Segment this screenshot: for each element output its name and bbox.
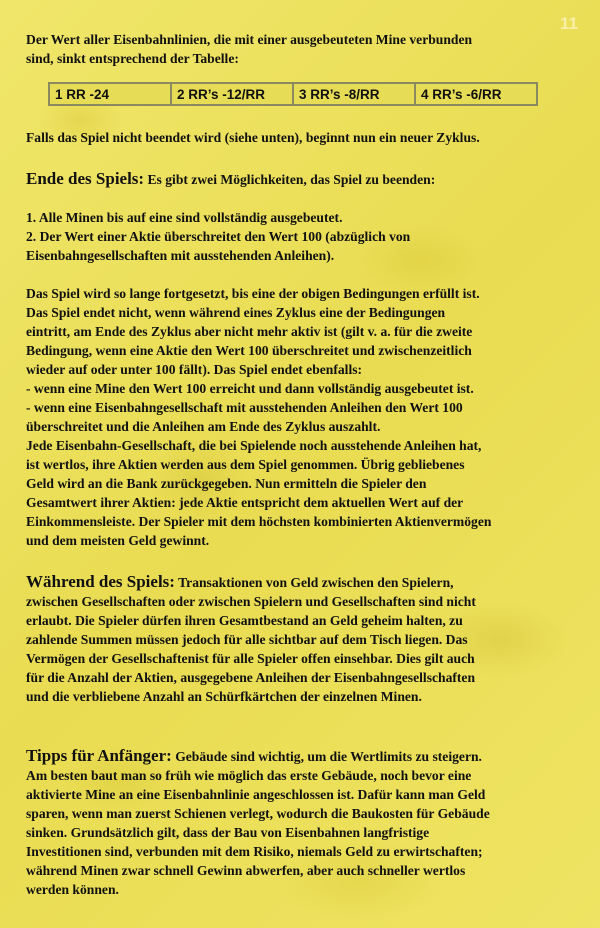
tips-section-heading: Tipps für Anfänger: (26, 746, 172, 765)
end-list-item: Eisenbahngesellschaften mit ausstehenden Anleihen). (26, 248, 335, 263)
end-list-item: 1. Alle Minen bis auf eine sind vollständig ausgebeutet. (26, 210, 343, 225)
end-body-line: und dem meisten Geld gewinnt. (26, 533, 210, 548)
tips-line: aktivierte Mine an eine Eisenbahnlinie angeschlossen ist. Dafür kann man Geld (26, 787, 486, 802)
during-line: zahlende Summen müssen jedoch für alle sichtbar auf dem Tisch liegen. Das (26, 632, 468, 647)
intro-line: sind, sinkt entsprechend der Tabelle: (26, 51, 239, 66)
during-first-line: Transaktionen von Geld zwischen den Spielern, (174, 575, 454, 590)
end-body-line: überschreitet und die Anleihen am Ende des Zyklus auszahlt. (26, 419, 381, 434)
document-body (26, 30, 576, 899)
end-body-line: Einkommensleiste. Der Spieler mit dem höchsten kombinierten Aktienvermögen (26, 514, 492, 529)
during-line: zwischen Gesellschaften oder zwischen Spielern und Gesellschaften sind nicht (26, 594, 476, 609)
end-section-intro: Es gibt zwei Möglichkeiten, das Spiel zu beenden: (144, 172, 436, 187)
end-body-line: Jede Eisenbahn-Gesellschaft, die bei Spielende noch ausstehende Anleihen hat, (26, 438, 482, 453)
end-body-line: - wenn eine Mine den Wert 100 erreicht und dann vollständig ausgebeutet ist. (26, 381, 474, 396)
end-body-line: Das Spiel wird so lange fortgesetzt, bis eine der obigen Bedingungen erfüllt ist. (26, 286, 480, 301)
during-line (26, 572, 576, 592)
end-list-item: 2. Der Wert einer Aktie überschreitet den Wert 100 (abzüglich von (26, 229, 411, 244)
tips-line: Am besten baut man so früh wie möglich das erste Gebäude, noch bevor eine (26, 768, 472, 783)
tips-line: sparen, wenn man zuerst Schienen verlegt, wodurch die Baukosten für Gebäude (26, 806, 490, 821)
rr-table-cell-1: 1 RR -24 (50, 84, 172, 104)
tips-line (26, 746, 576, 766)
end-body-line: Gesamtwert ihrer Aktien: jede Aktie entspricht dem aktuellen Wert auf der (26, 495, 464, 510)
during-line: erlaubt. Die Spieler dürfen ihren Gesamtbestand an Geld geheim halten, zu (26, 613, 463, 628)
during-line: für die Anzahl der Aktien, ausgegebene Anleihen der Eisenbahngesellschaften (26, 670, 476, 685)
during-line: und die verbliebene Anzahl an Schürfkärtchen der einzelnen Minen. (26, 689, 422, 704)
end-section-heading: Ende des Spiels: (26, 169, 145, 188)
page-number: 11 (560, 14, 578, 33)
end-body-line: Geld wird an die Bank zurückgegeben. Nun ermitteln die Spieler den (26, 476, 427, 491)
end-body-line: ist wertlos, ihre Aktien werden aus dem Spiel genommen. Übrig gebliebenes (26, 457, 465, 472)
tips-first-line: Gebäude sind wichtig, um die Wertlimits zu steigern. (171, 749, 482, 764)
during-line: Vermögen der Gesellschaftenist für alle Spieler offen einsehbar. Dies gilt auch (26, 651, 475, 666)
intro-line: Der Wert aller Eisenbahnlinien, die mit einer ausgebeuteten Mine verbunden (26, 32, 473, 47)
rr-table-cell-4: 4 RR’s -6/RR (421, 86, 502, 102)
end-body-line: wieder auf oder unter 100 fällt). Das Spiel endet ebenfalls: (26, 362, 363, 377)
tips-line: Investitionen sind, verbunden mit dem Risiko, niemals Geld zu erwirtschaften; (26, 844, 483, 859)
end-section-heading-line (26, 169, 576, 189)
tips-line: werden können. (26, 882, 119, 897)
railroad-value-table (48, 82, 538, 106)
rr-table-cell-2: 2 RR’s -12/RR (172, 84, 294, 104)
end-body-line: - wenn eine Eisenbahngesellschaft mit ausstehenden Anleihen den Wert 100 (26, 400, 463, 415)
end-body-line: eintritt, am Ende des Zyklus aber nicht mehr aktiv ist (gilt v. a. für die zweite (26, 324, 473, 339)
end-body-line: Bedingung, wenn eine Aktie den Wert 100 überschreitet und zwischenzeitlich (26, 343, 472, 358)
rr-table-cell-3: 3 RR’s -8/RR (294, 84, 416, 104)
tips-line: während Minen zwar schnell Gewinn abwerfen, aber auch schneller wertlos (26, 863, 466, 878)
tips-line: sinken. Grundsätzlich gilt, dass der Bau von Eisenbahnen langfristige (26, 825, 430, 840)
during-section-heading: Während des Spiels: (26, 572, 175, 591)
cycle-text: Falls das Spiel nicht beendet wird (siehe unten), beginnt nun ein neuer Zyklus. (26, 130, 480, 145)
end-body-line: Das Spiel endet nicht, wenn während eines Zyklus eine der Bedingungen (26, 305, 446, 320)
